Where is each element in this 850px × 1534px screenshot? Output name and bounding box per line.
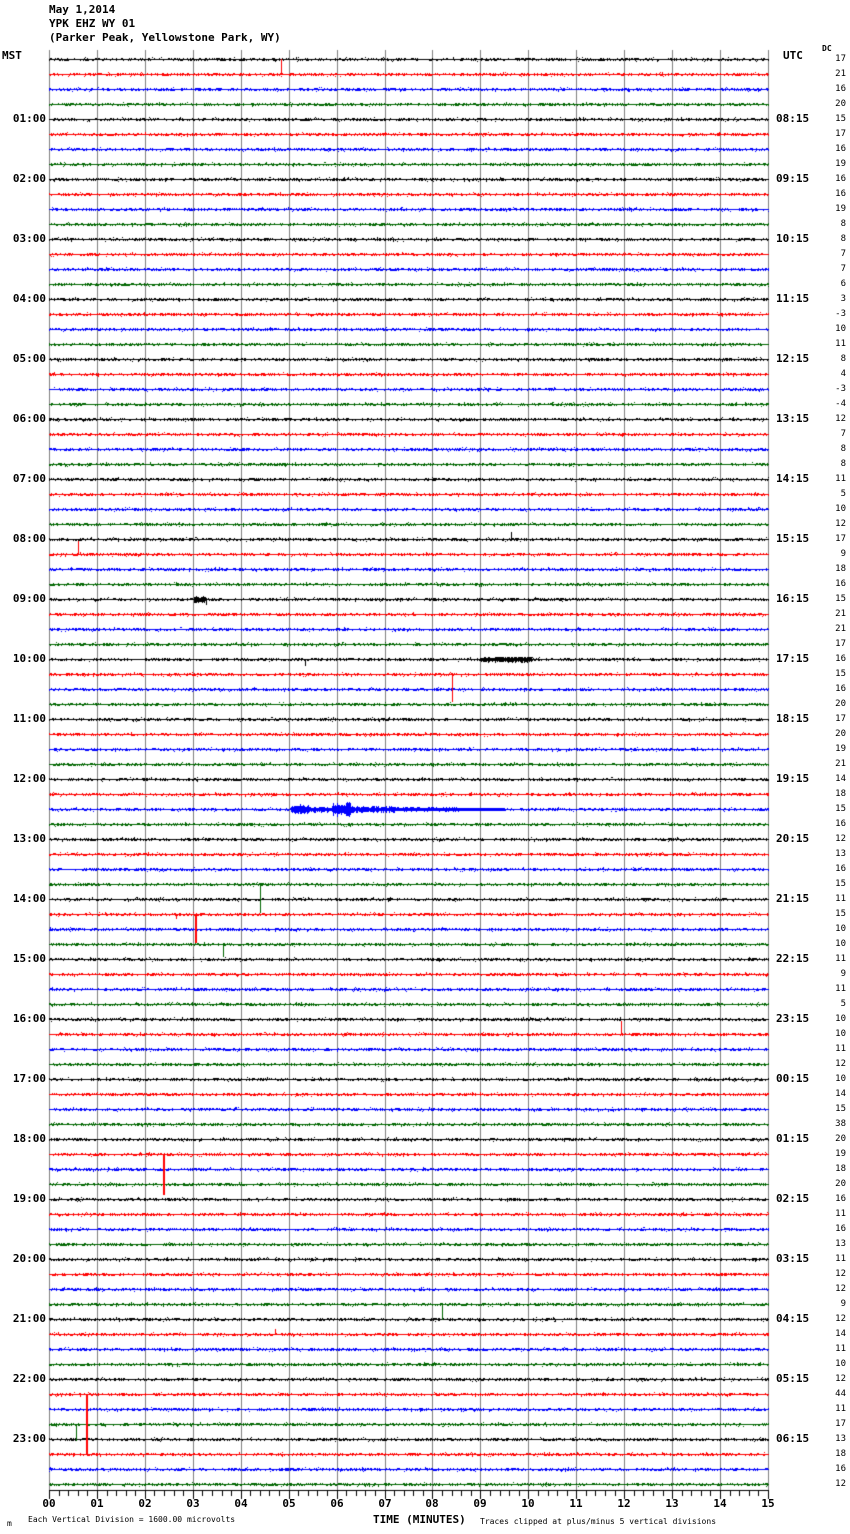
x-tick-label: 08: [425, 1497, 439, 1510]
right-time-label: 08:15: [776, 112, 810, 125]
left-time-label: 16:00: [12, 1012, 46, 1025]
dc-value: 11: [835, 894, 846, 904]
dc-value: 12: [835, 1314, 846, 1324]
dc-value: 11: [835, 1209, 846, 1219]
dc-value: 11: [835, 1044, 846, 1054]
left-time-label: 06:00: [12, 412, 46, 425]
header-date: May 1,2014: [49, 3, 116, 16]
dc-value: 15: [835, 804, 846, 814]
right-time-label: 04:15: [776, 1312, 810, 1325]
dc-value: 21: [835, 609, 846, 619]
right-time-label: 18:15: [776, 712, 810, 725]
x-tick-label: 07: [378, 1497, 392, 1510]
dc-value: 5: [840, 999, 846, 1009]
x-tick-label: 10: [521, 1497, 535, 1510]
dc-value: 11: [835, 984, 846, 994]
x-tick-label: 03: [186, 1497, 200, 1510]
right-time-label: 14:15: [776, 472, 810, 485]
dc-value: 20: [835, 1134, 846, 1144]
dc-value: 10: [835, 1029, 846, 1039]
dc-value: 15: [835, 1104, 846, 1114]
dc-value: 21: [835, 69, 846, 79]
dc-value: 7: [840, 249, 846, 259]
dc-value: 15: [835, 669, 846, 679]
dc-value: 44: [835, 1389, 846, 1399]
right-time-label: 01:15: [776, 1132, 810, 1145]
dc-value: 12: [835, 1284, 846, 1294]
left-time-label: 04:00: [12, 292, 46, 305]
left-time-label: 14:00: [12, 892, 46, 905]
dc-value: 7: [840, 264, 846, 274]
dc-value: 10: [835, 324, 846, 334]
left-time-label: 11:00: [12, 712, 46, 725]
dc-value: 5: [840, 489, 846, 499]
dc-value: 12: [835, 414, 846, 424]
dc-value: 16: [835, 189, 846, 199]
dc-value: 19: [835, 159, 846, 169]
x-tick-label: 05: [282, 1497, 296, 1510]
dc-value: 16: [835, 144, 846, 154]
x-tick-label: 01: [90, 1497, 104, 1510]
x-tick-label: 13: [665, 1497, 679, 1510]
left-time-label: 21:00: [12, 1312, 46, 1325]
right-time-label: 06:15: [776, 1432, 810, 1445]
dc-value: 17: [835, 129, 846, 139]
dc-value: 21: [835, 759, 846, 769]
dc-value: 12: [835, 1479, 846, 1489]
right-time-label: 12:15: [776, 352, 810, 365]
left-time-label: 02:00: [12, 172, 46, 185]
dc-value: 11: [835, 474, 846, 484]
left-time-label: 17:00: [12, 1072, 46, 1085]
dc-value: 17: [835, 1419, 846, 1429]
left-time-label: 10:00: [12, 652, 46, 665]
dc-value: 8: [840, 459, 846, 469]
x-tick-label: 02: [138, 1497, 152, 1510]
x-tick-label: 06: [330, 1497, 344, 1510]
dc-value: 17: [835, 534, 846, 544]
dc-value: 20: [835, 729, 846, 739]
dc-value: 12: [835, 1059, 846, 1069]
dc-value: 10: [835, 924, 846, 934]
dc-value: 38: [835, 1119, 846, 1129]
left-timezone-label: MST: [2, 49, 22, 62]
dc-value: 11: [835, 1404, 846, 1414]
dc-value: 19: [835, 744, 846, 754]
left-time-label: 13:00: [12, 832, 46, 845]
dc-value: 16: [835, 654, 846, 664]
right-time-label: 19:15: [776, 772, 810, 785]
right-time-label: 13:15: [776, 412, 810, 425]
dc-value: 7: [840, 429, 846, 439]
dc-value: 10: [835, 504, 846, 514]
dc-value: 17: [835, 714, 846, 724]
dc-value: 3: [840, 294, 846, 304]
dc-value: 9: [840, 969, 846, 979]
dc-value: -4: [835, 399, 846, 409]
dc-value: 8: [840, 219, 846, 229]
left-time-label: 15:00: [12, 952, 46, 965]
right-time-label: 15:15: [776, 532, 810, 545]
left-time-label: 18:00: [12, 1132, 46, 1145]
dc-value: 16: [835, 864, 846, 874]
dc-value: 16: [835, 1464, 846, 1474]
right-time-label: 10:15: [776, 232, 810, 245]
dc-value: 16: [835, 1224, 846, 1234]
dc-value: 16: [835, 579, 846, 589]
dc-value: -3: [835, 309, 846, 319]
dc-value: 8: [840, 354, 846, 364]
dc-value: 16: [835, 819, 846, 829]
dc-value: 11: [835, 954, 846, 964]
footer-clip-note: Traces clipped at plus/minus 5 vertical divisions: [480, 1517, 717, 1526]
right-time-label: 11:15: [776, 292, 810, 305]
dc-value: 14: [835, 1089, 846, 1099]
dc-value: 15: [835, 594, 846, 604]
dc-value: 15: [835, 879, 846, 889]
dc-value: 18: [835, 564, 846, 574]
left-time-label: 09:00: [12, 592, 46, 605]
x-tick-label: 04: [234, 1497, 248, 1510]
dc-value: 21: [835, 624, 846, 634]
x-tick-label: 15: [761, 1497, 775, 1510]
dc-value: 11: [835, 339, 846, 349]
dc-value: 14: [835, 774, 846, 784]
dc-value: 13: [835, 1434, 846, 1444]
left-time-label: 12:00: [12, 772, 46, 785]
footer-scale-note: Each Vertical Division = 1600.00 microvolts: [28, 1515, 236, 1524]
dc-value: 18: [835, 1164, 846, 1174]
left-time-label: 01:00: [12, 112, 46, 125]
right-time-label: 16:15: [776, 592, 810, 605]
dc-value: 12: [835, 834, 846, 844]
dc-value: 20: [835, 99, 846, 109]
left-time-label: 07:00: [12, 472, 46, 485]
left-time-label: 08:00: [12, 532, 46, 545]
left-time-label: 03:00: [12, 232, 46, 245]
dc-value: 16: [835, 684, 846, 694]
dc-value: 20: [835, 699, 846, 709]
dc-value: 18: [835, 1449, 846, 1459]
x-tick-label: 14: [713, 1497, 727, 1510]
right-time-label: 20:15: [776, 832, 810, 845]
dc-column-label: DC: [822, 44, 832, 53]
footer-corner-glyph: m: [7, 1519, 12, 1528]
dc-value: 12: [835, 519, 846, 529]
dc-value: 18: [835, 789, 846, 799]
x-tick-label: 11: [569, 1497, 583, 1510]
dc-value: 9: [840, 1299, 846, 1309]
right-time-label: 00:15: [776, 1072, 810, 1085]
dc-value: 19: [835, 1149, 846, 1159]
dc-value: 13: [835, 849, 846, 859]
dc-value: 15: [835, 114, 846, 124]
dc-value: 17: [835, 54, 846, 64]
left-time-label: 19:00: [12, 1192, 46, 1205]
dc-value: -3: [835, 384, 846, 394]
header-location: (Parker Peak, Yellowstone Park, WY): [49, 31, 281, 44]
dc-value: 12: [835, 1374, 846, 1384]
dc-value: 16: [835, 84, 846, 94]
x-tick-label: 12: [617, 1497, 631, 1510]
dc-value: 19: [835, 204, 846, 214]
x-tick-label: 00: [42, 1497, 56, 1510]
dc-value: 10: [835, 1074, 846, 1084]
dc-value: 14: [835, 1329, 846, 1339]
x-tick-label: 09: [473, 1497, 487, 1510]
dc-value: 8: [840, 444, 846, 454]
right-time-label: 09:15: [776, 172, 810, 185]
dc-value: 9: [840, 549, 846, 559]
dc-value: 15: [835, 909, 846, 919]
left-time-label: 23:00: [12, 1432, 46, 1445]
dc-value: 17: [835, 639, 846, 649]
right-time-label: 17:15: [776, 652, 810, 665]
dc-value: 11: [835, 1344, 846, 1354]
dc-value: 10: [835, 1014, 846, 1024]
header-station: YPK EHZ WY 01: [49, 17, 136, 30]
right-time-label: 03:15: [776, 1252, 810, 1265]
right-time-label: 23:15: [776, 1012, 810, 1025]
right-timezone-label: UTC: [783, 49, 803, 62]
dc-value: 10: [835, 1359, 846, 1369]
dc-value: 16: [835, 1194, 846, 1204]
dc-value: 8: [840, 234, 846, 244]
right-time-label: 05:15: [776, 1372, 810, 1385]
right-time-label: 21:15: [776, 892, 810, 905]
dc-value: 11: [835, 1254, 846, 1264]
right-time-label: 02:15: [776, 1192, 810, 1205]
dc-value: 13: [835, 1239, 846, 1249]
left-time-label: 22:00: [12, 1372, 46, 1385]
dc-value: 16: [835, 174, 846, 184]
dc-value: 10: [835, 939, 846, 949]
dc-value: 20: [835, 1179, 846, 1189]
dc-value: 12: [835, 1269, 846, 1279]
x-axis-title: TIME (MINUTES): [373, 1513, 466, 1526]
left-time-label: 05:00: [12, 352, 46, 365]
left-time-label: 20:00: [12, 1252, 46, 1265]
dc-value: 4: [840, 369, 846, 379]
right-time-label: 22:15: [776, 952, 810, 965]
dc-value: 6: [840, 279, 846, 289]
